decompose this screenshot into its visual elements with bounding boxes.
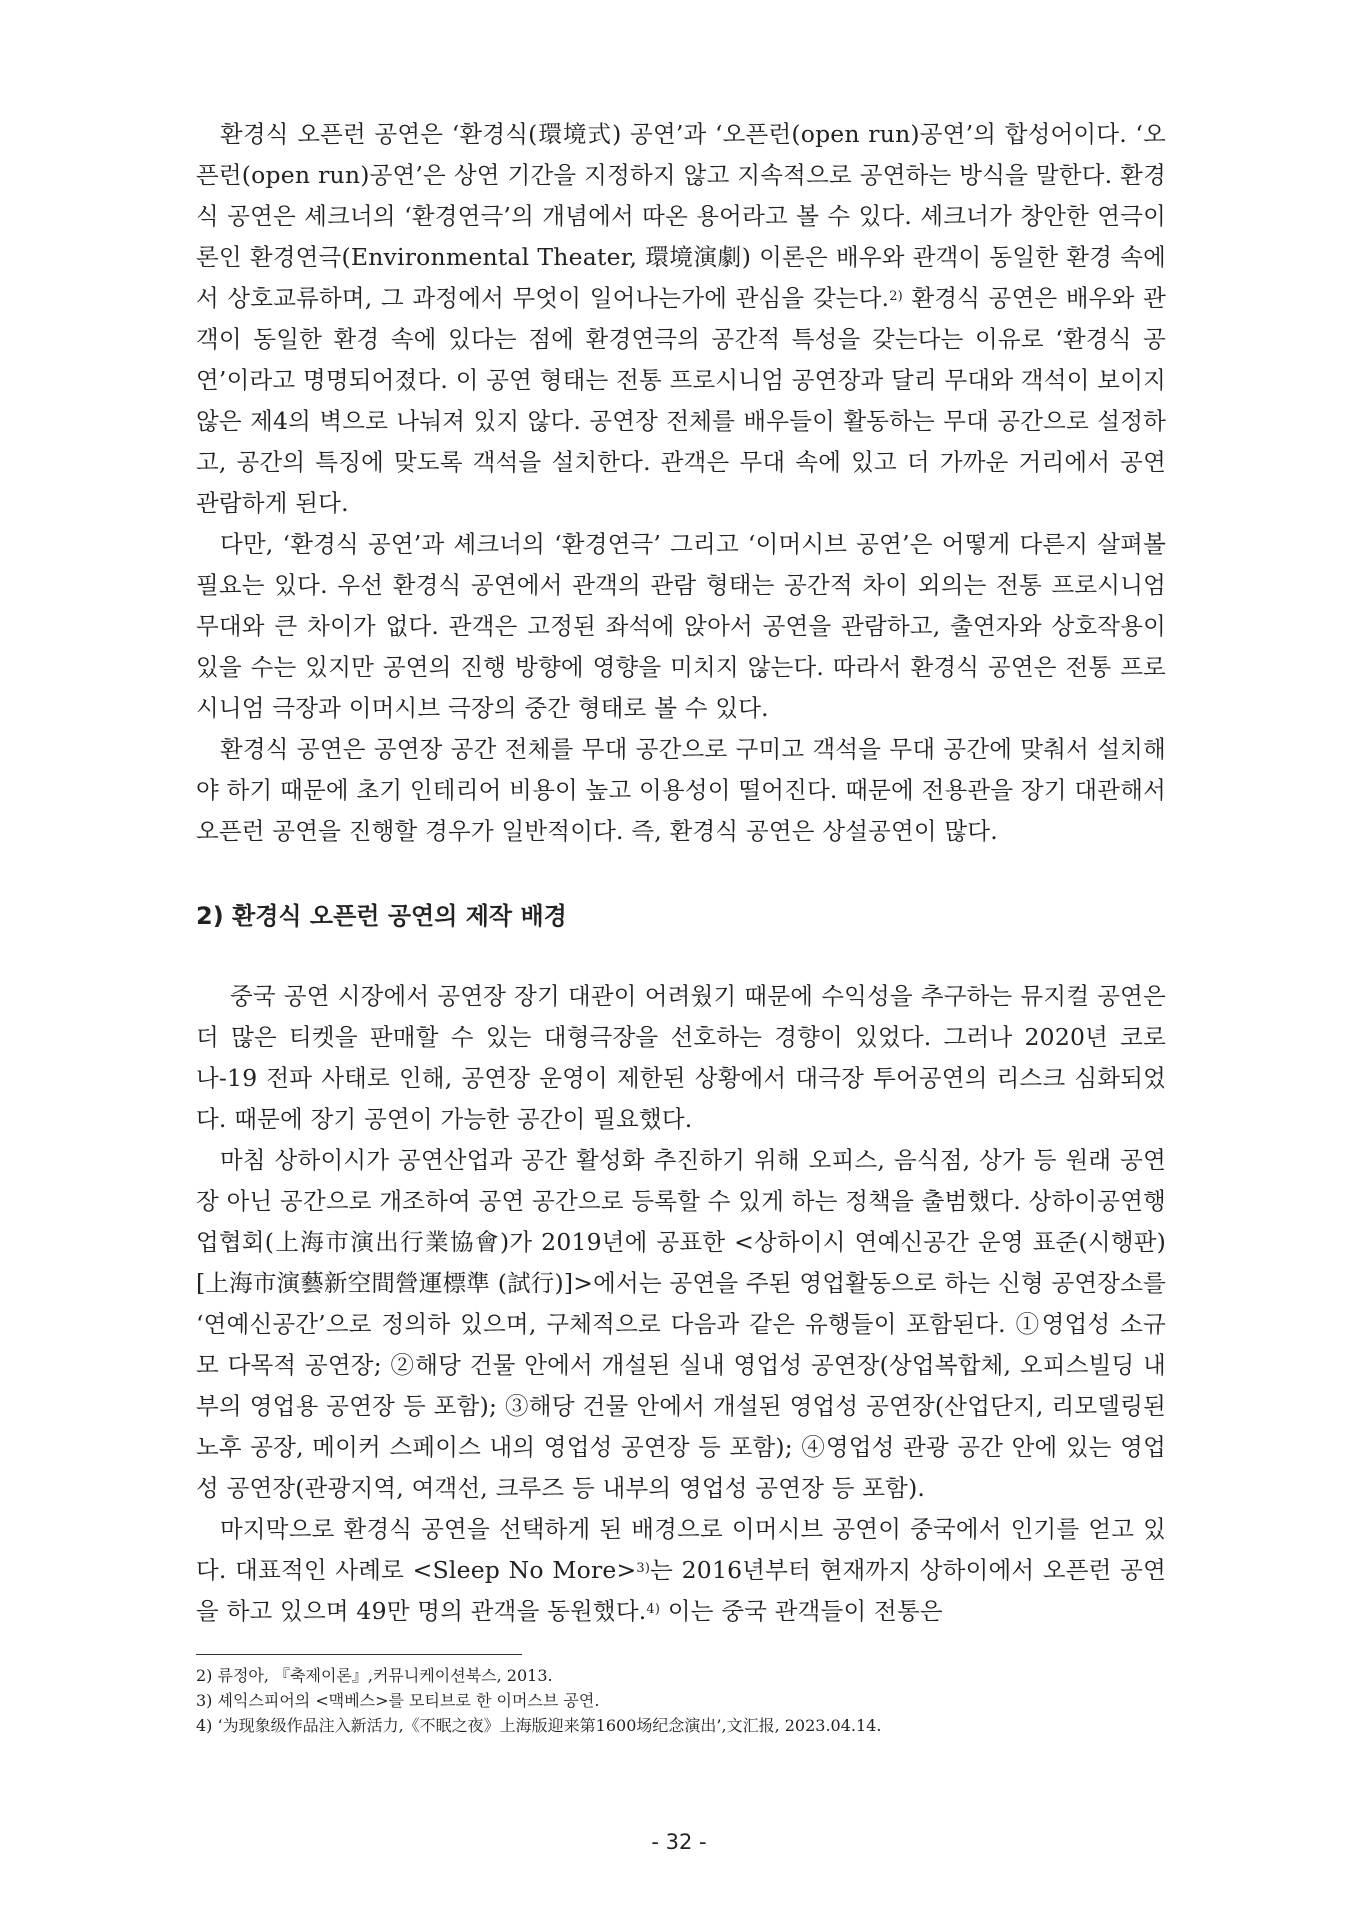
footnotes [196,1663,1176,1738]
section-paragraph-2: 마침 상하이시가 공연산업과 공간 활성화 추진하기 위해 오피스, 음식점, 상가 등 원래 공연장 아닌 공간으로 개조하여 공연 공간으로 등록할 수 있게 하는 정책을 출범했다. 상하이공연행업협회(上海市演出行業協會)가 2019년에 공표한 <상하이시 연예신공간 운영 표준(시행판)[上海市演藝新空間營運標準 (試行)]>에서는 공연을 주된 영업활동으로 하는 신형 공연장소를 ‘연예신공간’으로 정의하 있으며, 구체적으로 다음과 같은 유행들이 포함된다. ①영업성 소규모 다목적 공연장; ②해당 건물 안에서 개설된 실내 영업성 공연장(상업복합체, 오피스빌딩 내부의 영업용 공연장 등 포함); ③해당 건물 안에서 개설된 영업성 공연장(산업단지, 리모델링된 노후 공장, 메이커 스페이스 내의 영업성 공연장 등 포함); ④영업성 관광 공간 안에 있는 영업성 공연장(관광지역, 여객선, 크루즈 등 내부의 영업성 공연장 등 포함). [196,1146,1166,1502]
page-number: - 32 - [651,1830,707,1854]
paragraph-2: 다만, ‘환경식 공연’과 셰크너의 ‘환경연극’ 그리고 ‘이머시브 공연’은 어떻게 다른지 살펴볼 필요는 있다. 우선 환경식 공연에서 관객의 관람 형태는 공간적 차이 외의는 전통 프로시니엄 무대와 큰 차이가 없다. 관객은 고정된 좌석에 앉아서 공연을 관람하고, 출연자와 상호작용이 있을 수는 있지만 공연의 진행 방향에 영향을 미치지 않는다. 따라서 환경식 공연은 전통 프로시니엄 극장과 이머시브 극장의 중간 형태로 볼 수 있다. [196,530,1166,722]
footnote-3: 3) 셰익스피어의 <맥베스>를 모티브로 한 이머스브 공연. [196,1691,600,1710]
body-text [196,114,1166,1632]
footnote-ref-2[interactable]: 2) [889,289,903,304]
footnote-ref-3[interactable]: 3) [636,1561,651,1576]
section-paragraph-3 [196,1509,1166,1632]
footnote-ref-4[interactable]: 4) [646,1602,661,1617]
section-heading: 2) 환경식 오픈런 공연의 제작 배경 [196,902,567,930]
footnote-divider [196,1654,522,1655]
footnote-2: 2) 류정아, 『축제이론』,커뮤니케이션북스, 2013. [196,1666,553,1685]
section-paragraph-3-text-b: 는 2016년부터 현재까지 상하이에서 오픈런 공연을 하고 있으며 49만 명의 관객을 동원했다. [196,1556,1166,1625]
paragraph-1 [196,114,1166,524]
paragraph-1-text-a: 환경식 오픈런 공연은 ‘환경식(環境式) 공연’과 ‘오픈런(open run)공연’의 합성어이다. ‘오픈런(open run)공연’은 상연 기간을 지정하지 않고 지속적으로 공연하는 방식을 말한다. 환경식 공연은 셰크너의 ‘환경연극’의 개념에서 따온 용어라고 볼 수 있다. 셰크너가 창안한 연극이론인 환경연극(Environmental Theater, 環境演劇) 이론은 배우와 관객이 동일한 환경 속에서 상호교류하며, 그 과정에서 무엇이 일어나는가에 관심을 갖는다. [196,120,1166,312]
paragraph-1-text-b: 환경식 공연은 배우와 관객이 동일한 환경 속에 있다는 점에 환경연극의 공간적 특성을 갖는다는 이유로 ‘환경식 공연’이라고 명명되어졌다. 이 공연 형태는 전통 프로시니엄 공연장과 달리 무대와 객석이 보이지 않은 제4의 벽으로 나눠져 있지 않다. 공연장 전체를 배우들이 활동하는 무대 공간으로 설정하고, 공간의 특징에 맞도록 객석을 설치한다. 관객은 무대 속에 있고 더 가까운 거리에서 공연 관람하게 된다. [196,284,1166,517]
paragraph-3: 환경식 공연은 공연장 공간 전체를 무대 공간으로 구미고 객석을 무대 공간에 맞춰서 설치해야 하기 때문에 초기 인테리어 비용이 높고 이용성이 떨어진다. 때문에 전용관을 장기 대관해서 오픈런 공연을 진행할 경우가 일반적이다. 즉, 환경식 공연은 상설공연이 많다. [196,735,1166,845]
section-paragraph-1: 중국 공연 시장에서 공연장 장기 대관이 어려웠기 때문에 수익성을 추구하는 뮤지컬 공연은 더 많은 티켓을 판매할 수 있는 대형극장을 선호하는 경향이 있었다. 그러나 2020년 코로나-19 전파 사태로 인해, 공연장 운영이 제한된 상황에서 대극장 투어공연의 리스크 심화되었다. 때문에 장기 공연이 가능한 공간이 필요했다. [196,982,1166,1133]
footnote-4: 4) ‘为现象级作品注入新活力,《不眠之夜》上海版迎来第1600场纪念演出’,文汇报, 2023.04.14. [196,1716,882,1735]
section-paragraph-3-text-c: 이는 중국 관객들이 전통은 [660,1597,943,1625]
section-paragraph-3-text-a: 마지막으로 환경식 공연을 선택하게 된 배경으로 이머시브 공연이 중국에서 인기를 얻고 있다. 대표적인 사례로 <Sleep No More> [196,1515,1166,1584]
